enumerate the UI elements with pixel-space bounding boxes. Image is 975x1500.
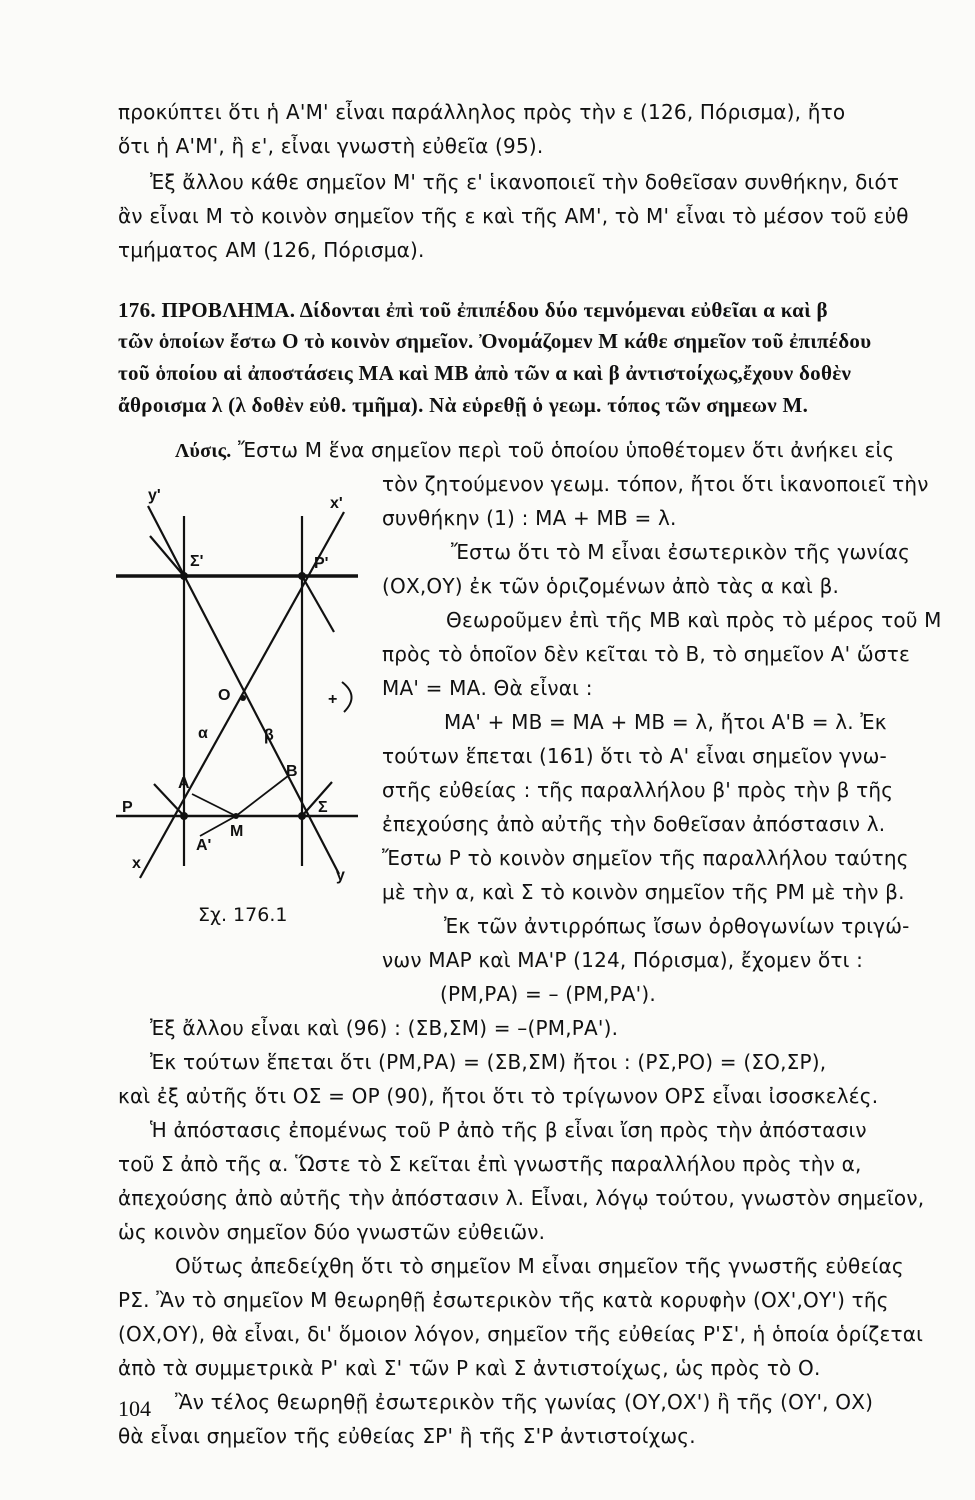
text-line: Ἐκ τούτων ἕπεται ὅτι (ΡΜ,ΡΑ) = (ΣΒ,ΣΜ) ἤτοι : (ΡΣ,ΡΟ) = (ΣΟ,ΣΡ), <box>150 1050 827 1074</box>
label-beta: β <box>264 727 274 744</box>
text-line: τούτων ἕπεται (161) ὅτι τὸ Α' εἶναι σημεῖον γνω- <box>382 744 887 768</box>
text-line: Θεωροῦμεν ἐπὶ τῆς ΜΒ καὶ πρὸς τὸ μέρος τοῦ Μ <box>446 608 942 632</box>
text-line: πρὸς τὸ ὁποῖον δὲν κεῖται τὸ Β, τὸ σημεῖον Α' ὥστε <box>382 642 910 666</box>
text-line: ὡς κοινὸν σημεῖον δύο γνωστῶν εὐθειῶν. <box>118 1220 546 1244</box>
page-number: 104 <box>118 1396 151 1421</box>
text-line: ΜΑ' + ΜΒ = ΜΑ + ΜΒ = λ, ἤτοι Α'Β = λ. Ἐκ <box>444 710 887 734</box>
text-line: (ΟΧ,ΟΥ) ἐκ τῶν ὁριζομένων ἀπὸ τὰς α καὶ β. <box>382 574 840 598</box>
solution-text: Ἔστω Μ ἕνα σημεῖον περὶ τοῦ ὁποίου ὑποθέτομεν ὅτι ἀνήκει εἰς <box>238 438 895 462</box>
label-alpha: α <box>198 725 208 742</box>
orientation-arc <box>342 682 352 712</box>
text-line: Ἐξ ἄλλου εἶναι καὶ (96) : (ΣΒ,ΣΜ) = –(ΡΜ,ΡΑ'). <box>150 1016 619 1040</box>
text-line: ὅτι ἡ Α'Μ', ἢ ε', εἶναι γνωστὴ εὐθεῖα (95). <box>118 134 544 158</box>
text-line: τοῦ Σ ἀπὸ τῆς α. Ὥστε τὸ Σ κεῖται ἐπὶ γνωστῆς παραλλήλου πρὸς τὴν α, <box>118 1152 862 1176</box>
text-line: μὲ τὴν α, καὶ Σ τὸ κοινὸν σημεῖον τῆς ΡΜ μὲ τὴν β. <box>382 880 905 904</box>
label-a-prime: A' <box>196 837 212 854</box>
text-line: (ΡΜ,ΡΑ) = – (ΡΜ,ΡΑ'). <box>440 982 656 1006</box>
label-plus: + <box>328 691 338 708</box>
text-line: στῆς εὐθείας : τῆς παραλλήλου β' πρὸς τὴν β τῆς <box>382 778 894 802</box>
text-line: ΜΑ' = ΜΑ. Θὰ εἶναι : <box>382 676 593 700</box>
arm-p-prime <box>302 576 334 632</box>
text-line: ἀπεχούσης ἀπὸ αὐτῆς τὴν ἀπόστασιν λ. Εἶναι, λόγῳ τούτου, γνωστὸν σημεῖον, <box>118 1186 925 1210</box>
label-a: A <box>178 775 190 792</box>
label-o: O <box>218 687 231 704</box>
label-p: P <box>122 799 133 816</box>
text-line: (ΟΧ,ΟΥ), θὰ εἶναι, δι' ὅμοιον λόγον, σημεῖον τῆς εὐθείας Ρ'Σ', ἡ ὁποία ὁρίζεται <box>118 1322 924 1346</box>
text-line: Οὕτως ἀπεδείχθη ὅτι τὸ σημεῖον Μ εἶναι σημεῖον τῆς γνωστῆς εὐθείας <box>175 1254 904 1278</box>
label-sigma: Σ <box>318 799 328 816</box>
text-line: Ἔστω Ρ τὸ κοινὸν σημεῖον τῆς παραλλήλου ταύτης <box>382 846 909 870</box>
text-line: Ἐξ ἄλλου κάθε σημεῖον Μ' τῆς ε' ἱκανοποιεῖ τὴν δοθεῖσαν συνθήκην, διότ <box>150 170 900 194</box>
figure-caption: Σχ. 176.1 <box>198 904 288 926</box>
point-p-prime <box>298 572 306 580</box>
text-line: καὶ ἐξ αὐτῆς ὅτι ΟΣ = ΟΡ (90), ἤτοι ὅτι τὸ τρίγωνον ΟΡΣ εἶναι ἰσοσκελές. <box>118 1084 879 1108</box>
geometry-figure <box>114 476 364 896</box>
problem-statement-line: ἄθροισμα λ (λ δοθὲν εὐθ. τμῆμα). Νὰ εὑρεθῇ ὁ γεωμ. τόπος τῶν σημεων Μ. <box>118 393 809 417</box>
point-p <box>180 812 188 820</box>
point-sigma-prime <box>180 572 188 580</box>
segment-mb <box>236 776 288 816</box>
label-x: x <box>132 855 141 872</box>
text-line: Ἔστω ὅτι τὸ Μ εἶναι ἐσωτερικὸν τῆς γωνίας <box>451 540 911 564</box>
label-p-prime: P' <box>314 555 329 572</box>
point-o <box>240 695 246 701</box>
problem-heading-line: 176. ΠΡΟΒΛΗΜΑ. Δίδονται ἐπὶ τοῦ ἐπιπέδου δύο τεμνόμεναι εὐθεῖαι α καὶ β <box>118 298 828 322</box>
text-line: ἀπὸ τὰ συμμετρικὰ Ρ' καὶ Σ' τῶν Ρ καὶ Σ ἀντιστοίχως, ὡς πρὸς τὸ Ο. <box>118 1356 821 1380</box>
label-sigma-prime: Σ' <box>190 553 204 570</box>
text-line: Ἐκ τῶν ἀντιρρόπως ἴσων ὀρθογωνίων τριγώ- <box>444 914 910 938</box>
text-line: Ἂν τέλος θεωρηθῇ ἐσωτερικὸν τῆς γωνίας (ΟΥ,ΟΧ') ἢ τῆς (ΟΥ', ΟΧ) <box>175 1390 874 1414</box>
text-line: ἐπεχούσης ἀπὸ αὐτῆς τὴν δοθεῖσαν ἀπόστασιν λ. <box>382 812 886 836</box>
text-line: προκύπτει ὅτι ἡ Α'Μ' εἶναι παράλληλος πρὸς τὴν ε (126, Πόρισμα), ἤτο <box>118 100 846 124</box>
text-line: τμήματος ΑΜ (126, Πόρισμα). <box>118 238 425 262</box>
text-line: ΡΣ. Ἂν τὸ σημεῖον Μ θεωρηθῇ ἐσωτερικὸν τῆς κατὰ κορυφὴν (ΟΧ',ΟΥ') τῆς <box>118 1288 889 1312</box>
problem-statement-line: τῶν ὁποίων ἔστω Ο τὸ κοινὸν σημεῖον. Ὀνομάζομεν Μ κάθε σημεῖον τοῦ ἐπιπέδου <box>118 329 872 353</box>
label-m: M <box>230 823 244 840</box>
text-line: τὸν ζητούμενον γεωμ. τόπον, ἤτοι ὅτι ἱκανοποιεῖ τὴν <box>382 472 929 496</box>
solution-line <box>175 438 894 463</box>
label-b: B <box>286 763 298 780</box>
line-beta <box>148 506 339 874</box>
text-line: συνθήκην (1) : ΜΑ + ΜΒ = λ. <box>382 506 677 530</box>
point-sigma <box>298 812 306 820</box>
point-m <box>233 813 239 819</box>
text-line: νων ΜΑΡ καὶ ΜΑ'Ρ (124, Πόρισμα), ἔχομεν ὅτι : <box>382 948 864 972</box>
segment-ma <box>192 794 236 816</box>
problem-statement-line: τοῦ ὁποίου αἱ ἀποστάσεις ΜΑ καὶ ΜΒ ἀπὸ τῶν α καὶ β ἀντιστοίχως,ἔχουν δοθὲν <box>118 361 852 385</box>
text-line: ἂν εἶναι Μ τὸ κοινὸν σημεῖον τῆς ε καὶ τῆς ΑΜ', τὸ Μ' εἶναι τὸ μέσον τοῦ εὐθ <box>118 204 909 228</box>
label-y: y <box>336 867 345 884</box>
text-line: θὰ εἶναι σημεῖον τῆς εὐθείας ΣΡ' ἢ τῆς Σ'Ρ ἀντιστοίχως. <box>118 1424 696 1448</box>
label-x-prime: x' <box>330 495 343 512</box>
label-y-prime: y' <box>148 487 161 504</box>
solution-label: Λύσις. <box>175 440 232 462</box>
text-line: Ἡ ἀπόστασις ἐπομένως τοῦ Ρ ἀπὸ τῆς β εἶναι ἴση πρὸς τὴν ἀπόστασιν <box>150 1118 867 1142</box>
